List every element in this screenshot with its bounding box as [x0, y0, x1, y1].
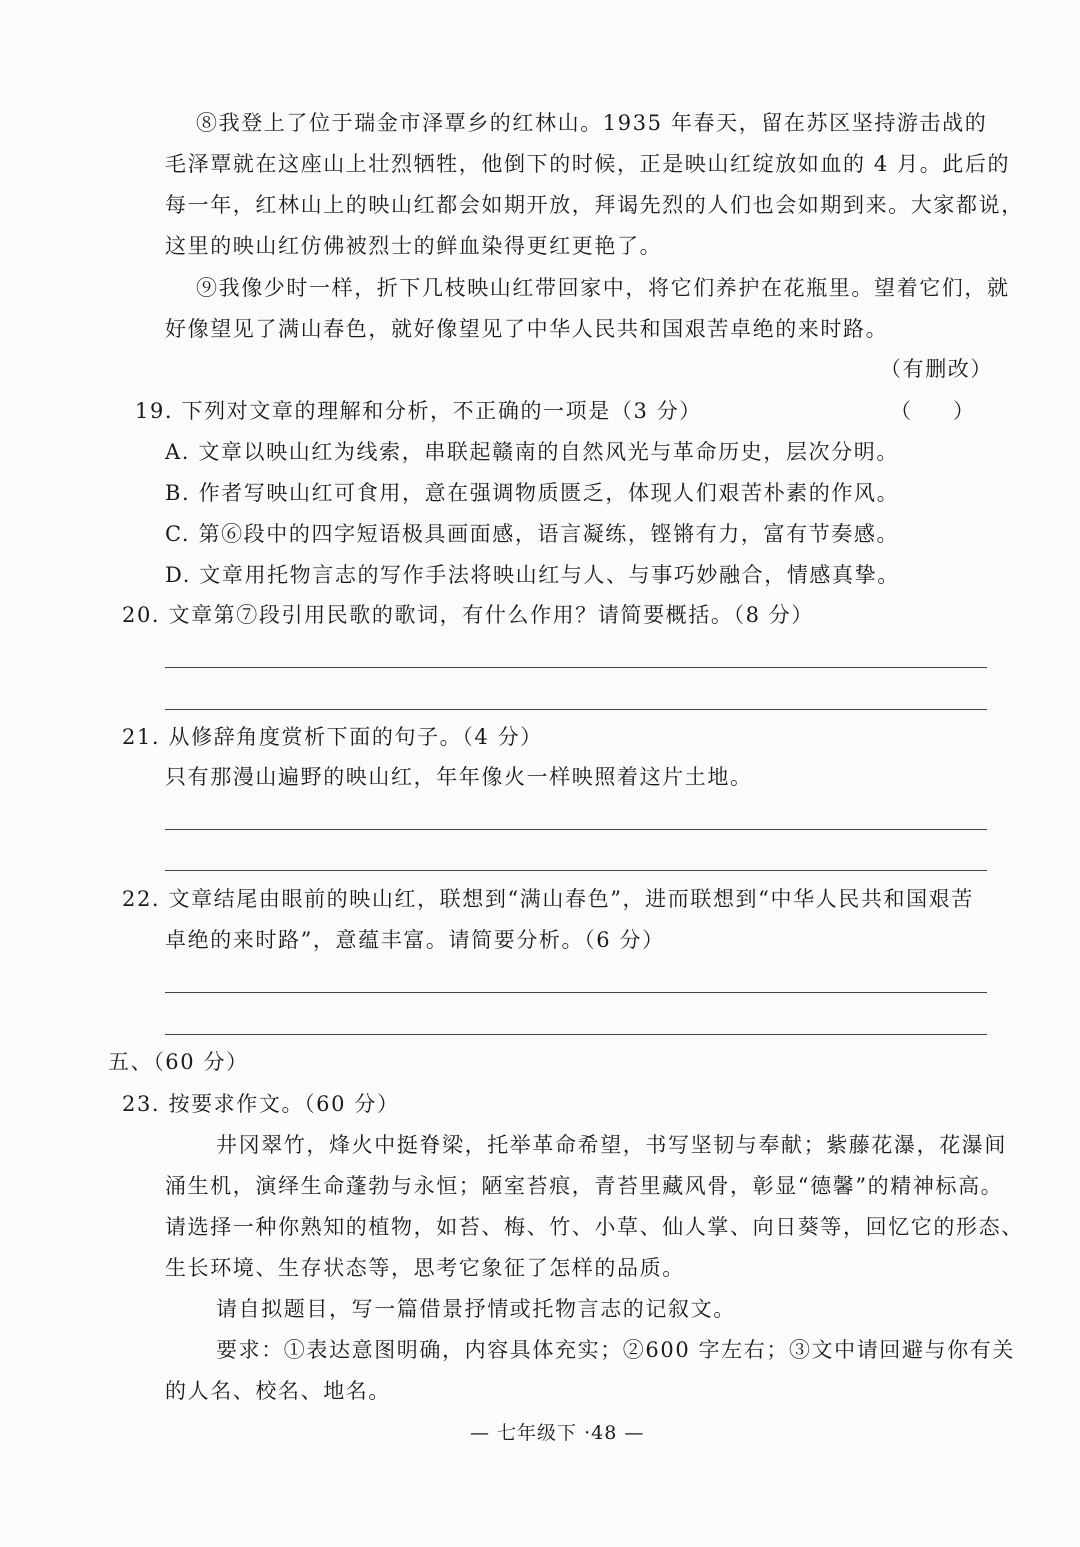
passage-p8-line: 这里的映山红仿佛被烈士的鲜血染得更红更艳了。 — [165, 234, 663, 258]
question-22-stem-line: 卓绝的来时路”，意蕴丰富。请简要分析。（6 分） — [165, 928, 665, 952]
passage-p8-line: 毛泽覃就在这座山上壮烈牺牲，他倒下的时候，正是映山红绽放如血的 4 月。此后的 — [165, 152, 1011, 176]
answer-blank-paren[interactable]: （ ） — [890, 399, 974, 423]
essay-prompt-line: 生长环境、生存状态等，思考它象征了怎样的品质。 — [165, 1256, 685, 1280]
question-23-stem: 23. 按要求作文。（60 分） — [122, 1092, 400, 1116]
question-19-option-d: D. 文章用托物言志的写作手法将映山红与人、与事巧妙融合，情感真挚。 — [165, 563, 900, 587]
passage-p9-line: 好像望见了满山春色，就好像望见了中华人民共和国艰苦卓绝的来时路。 — [165, 317, 889, 341]
essay-requirement-line: 的人名、校名、地名。 — [165, 1379, 391, 1403]
answer-line[interactable] — [165, 709, 987, 710]
page-number-footer: — 七年级下 ·48 — — [470, 1422, 645, 1444]
essay-instruction: 请自拟题目，写一篇借景抒情或托物言志的记叙文。 — [216, 1297, 736, 1321]
passage-p8-line: ⑧我登上了位于瑞金市泽覃乡的红林山。1935 年春天，留在苏区坚持游击战的 — [196, 111, 988, 135]
essay-prompt-line: 涌生机，演绎生命蓬勃与永恒；陋室苔痕，青苔里藏风骨，彰显“德馨”的精神标高。 — [165, 1174, 1004, 1198]
essay-prompt-line: 请选择一种你熟知的植物，如苔、梅、竹、小草、仙人掌、向日葵等，回忆它的形态、 — [165, 1215, 1024, 1239]
question-21-stem: 21. 从修辞角度赏析下面的句子。（4 分） — [122, 725, 543, 749]
answer-line[interactable] — [165, 870, 987, 871]
question-19-option-b: B. 作者写映山红可食用，意在强调物质匮乏，体现人们艰苦朴素的作风。 — [165, 481, 900, 505]
answer-line[interactable] — [165, 992, 987, 993]
question-22-stem-line: 22. 文章结尾由眼前的映山红，联想到“满山春色”，进而联想到“中华人民共和国艰苦 — [122, 887, 974, 911]
question-19-option-a: A. 文章以映山红为线索，串联起赣南的自然风光与革命历史，层次分明。 — [165, 440, 899, 464]
answer-line[interactable] — [165, 829, 987, 830]
passage-p9-line: ⑨我像少时一样，折下几枝映山红带回家中，将它们养护在花瓶里。望着它们，就 — [196, 276, 1010, 300]
answer-line[interactable] — [165, 667, 987, 668]
question-19-option-c: C. 第⑥段中的四字短语极具画面感，语言凝练，铿锵有力，富有节奏感。 — [165, 522, 900, 546]
question-19-stem: 19. 下列对文章的理解和分析，不正确的一项是（3 分） — [135, 399, 702, 423]
question-20-stem: 20. 文章第⑦段引用民歌的歌词，有什么作用？请简要概括。（8 分） — [122, 603, 815, 627]
passage-p8-line: 每一年，红林山上的映山红都会如期开放，拜谒先烈的人们也会如期到来。大家都说， — [165, 193, 1024, 217]
source-note: （有删改） — [880, 357, 993, 381]
section-5-heading: 五、（60 分） — [108, 1050, 249, 1074]
essay-requirement-line: 要求：①表达意图明确，内容具体充实；②600 字左右；③文中请回避与你有关 — [216, 1338, 1015, 1362]
essay-prompt-line: 井冈翠竹，烽火中挺脊梁，托举革命希望，书写坚韧与奉献；紫藤花瀑，花瀑间 — [216, 1133, 1007, 1157]
answer-line[interactable] — [165, 1034, 987, 1035]
question-21-sentence: 只有那漫山遍野的映山红，年年像火一样映照着这片土地。 — [165, 765, 753, 789]
